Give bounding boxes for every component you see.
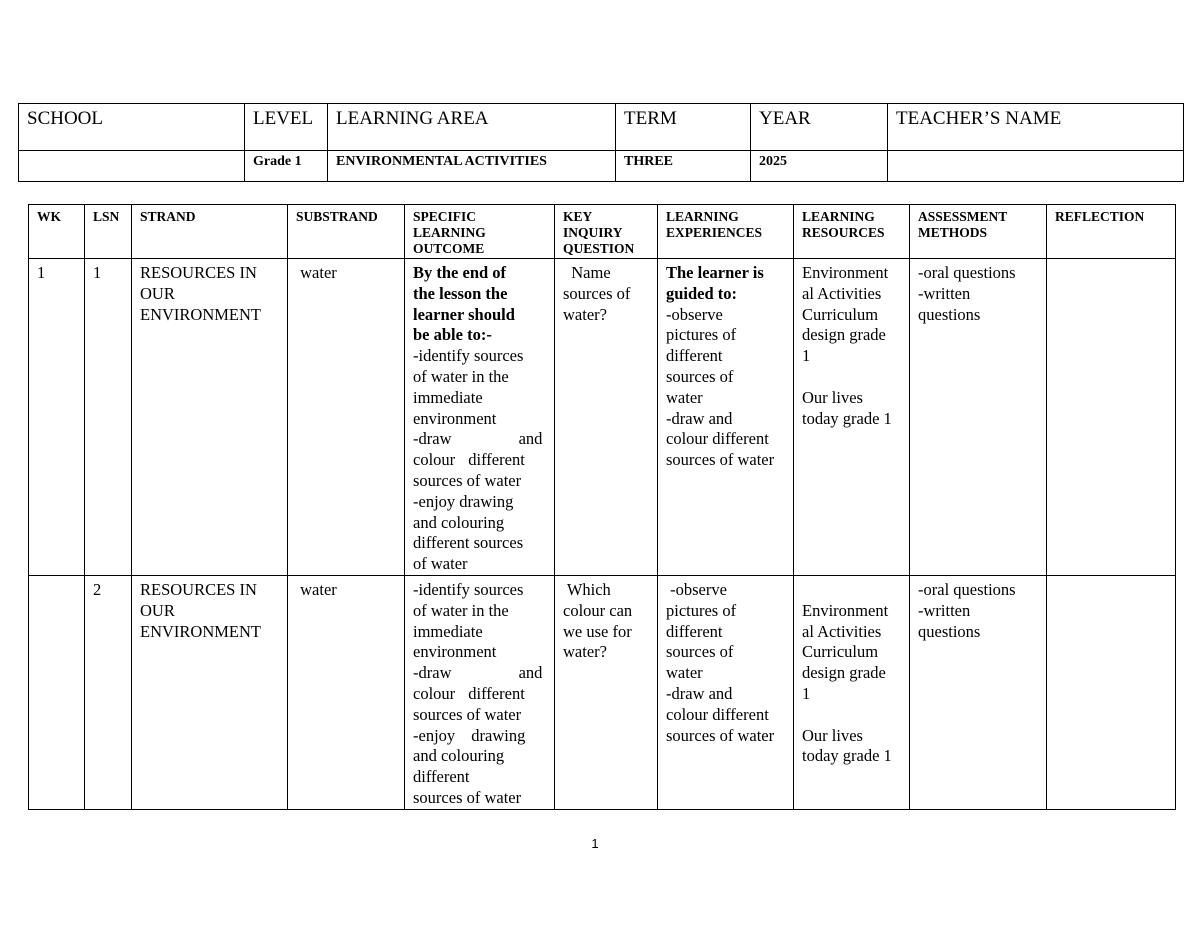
substrand-cell xyxy=(288,575,405,809)
kiq-line: colour can xyxy=(563,600,633,620)
slo-intro-line: be able to:- xyxy=(413,325,492,345)
substrand-text: water xyxy=(296,579,337,599)
col-header-learning-experiences xyxy=(658,205,794,259)
col-header-learning-resources xyxy=(794,205,910,259)
col-header-assessment-methods xyxy=(910,205,1047,259)
le-line: different xyxy=(666,621,723,641)
le-line: water xyxy=(666,663,703,683)
header-line: SPECIFIC xyxy=(413,209,477,224)
header-line: RESOURCES xyxy=(802,225,885,240)
lr-line: today grade 1 xyxy=(802,408,892,428)
slo-line: environment xyxy=(413,642,497,662)
column-headers-row xyxy=(29,205,1176,259)
am-line: -written xyxy=(918,283,971,303)
am-line: -written xyxy=(918,600,971,620)
lsn-cell: 2 xyxy=(85,575,132,809)
learning-resources-cell xyxy=(794,575,910,809)
learning-experiences-cell xyxy=(658,575,794,809)
key-inquiry-question-cell xyxy=(555,575,658,809)
slo-line xyxy=(413,429,546,450)
scheme-of-work-table xyxy=(28,204,1176,810)
le-line: colour different xyxy=(666,704,769,724)
learning-area-label: LEARNING AREA xyxy=(328,104,616,151)
slo-line: sources of water xyxy=(413,470,522,490)
year-label: YEAR xyxy=(751,104,888,151)
header-line: KEY xyxy=(563,209,593,224)
term-value: THREE xyxy=(616,151,751,182)
lr-line: design grade xyxy=(802,325,886,345)
lr-line: Environment xyxy=(802,600,889,620)
le-line: water xyxy=(666,387,703,407)
am-line: questions xyxy=(918,621,981,641)
le-line: sources of xyxy=(666,642,734,662)
table-row xyxy=(29,575,1176,809)
lr-blank-line xyxy=(802,705,901,726)
header-table xyxy=(18,103,1184,182)
header-line: LEARNING xyxy=(413,225,486,240)
strand-cell xyxy=(132,575,288,809)
slo-line: immediate xyxy=(413,621,483,641)
col-header-strand: STRAND xyxy=(132,205,288,259)
specific-learning-outcome-cell xyxy=(405,259,555,576)
am-line: questions xyxy=(918,304,981,324)
slo-line: of water xyxy=(413,554,468,574)
am-line: -oral questions xyxy=(918,263,1016,282)
slo-intro-line: By the end of xyxy=(413,263,507,282)
slo-line: and colouring xyxy=(413,746,505,766)
col-header-wk: WK xyxy=(29,205,85,259)
strand-line: OUR xyxy=(140,600,175,620)
col-header-lsn: LSN xyxy=(85,205,132,259)
slo-line: different sources xyxy=(413,533,524,553)
lr-line: today grade 1 xyxy=(802,746,892,766)
le-line: -observe xyxy=(666,304,723,324)
header-values-row xyxy=(19,151,1184,182)
kiq-line: Name xyxy=(563,263,611,282)
substrand-text: water xyxy=(296,263,337,282)
key-inquiry-question-cell xyxy=(555,259,658,576)
lsn-cell: 1 xyxy=(85,259,132,576)
specific-learning-outcome-cell xyxy=(405,575,555,809)
term-label: TERM xyxy=(616,104,751,151)
header-line: LEARNING xyxy=(802,209,875,224)
le-intro-line: guided to: xyxy=(666,283,738,303)
lr-line: Curriculum xyxy=(802,304,879,324)
slo-line: colour different xyxy=(413,683,525,703)
header-line: OUTCOME xyxy=(413,241,485,256)
school-value xyxy=(19,151,245,182)
le-line: -draw and xyxy=(666,683,733,703)
year-value: 2025 xyxy=(751,151,888,182)
level-label: LEVEL xyxy=(245,104,328,151)
slo-line: -identify sources xyxy=(413,346,524,366)
slo-intro-line: the lesson the xyxy=(413,283,508,303)
learning-area-value: ENVIRONMENTAL ACTIVITIES xyxy=(328,151,616,182)
header-line: INQUIRY xyxy=(563,225,623,240)
kiq-line: we use for xyxy=(563,621,632,641)
slo-line: sources of water xyxy=(413,787,522,807)
substrand-cell xyxy=(288,259,405,576)
le-line: pictures of xyxy=(666,325,737,345)
lr-line: al Activities xyxy=(802,621,882,641)
wk-cell: 1 xyxy=(29,259,85,576)
lr-line: Curriculum xyxy=(802,642,879,662)
col-header-reflection: REFLECTION xyxy=(1047,205,1176,259)
strand-line: RESOURCES IN xyxy=(140,263,257,282)
header-line: LEARNING xyxy=(666,209,739,224)
lr-blank-line xyxy=(802,367,901,388)
assessment-methods-cell xyxy=(910,259,1047,576)
lr-line: 1 xyxy=(802,683,811,703)
reflection-cell xyxy=(1047,575,1176,809)
slo-line: colour different xyxy=(413,450,525,470)
strand-line: ENVIRONMENT xyxy=(140,304,261,324)
le-line: sources of water xyxy=(666,725,775,745)
reflection-cell xyxy=(1047,259,1176,576)
slo-line: of water in the xyxy=(413,366,509,386)
kiq-line: water? xyxy=(563,304,607,324)
slo-line: -identify sources xyxy=(413,579,524,599)
le-line: pictures of xyxy=(666,600,737,620)
lr-line: al Activities xyxy=(802,283,882,303)
col-header-substrand: SUBSTRAND xyxy=(288,205,405,259)
header-line: ASSESSMENT xyxy=(918,209,1008,224)
kiq-line: Which xyxy=(563,579,611,599)
kiq-line: sources of xyxy=(563,283,631,303)
learning-resources-cell xyxy=(794,259,910,576)
slo-line: -enjoy drawing xyxy=(413,491,514,511)
learning-experiences-cell xyxy=(658,259,794,576)
header-line: EXPERIENCES xyxy=(666,225,763,240)
slo-line: immediate xyxy=(413,387,483,407)
table-row xyxy=(29,259,1176,576)
le-line: sources of water xyxy=(666,450,775,470)
header-line: QUESTION xyxy=(563,241,635,256)
lr-line: 1 xyxy=(802,346,811,366)
strand-cell xyxy=(132,259,288,576)
slo-line: environment xyxy=(413,408,497,428)
am-line: -oral questions xyxy=(918,579,1016,599)
slo-line: different xyxy=(413,767,470,787)
lr-line: Our lives xyxy=(802,387,863,407)
assessment-methods-cell xyxy=(910,575,1047,809)
header-labels-row xyxy=(19,104,1184,151)
col-header-key-inquiry-question xyxy=(555,205,658,259)
level-value: Grade 1 xyxy=(245,151,328,182)
slo-line: and colouring xyxy=(413,512,505,532)
lr-line: Environment xyxy=(802,263,889,282)
le-line: -observe xyxy=(666,579,727,599)
slo-line: sources of water xyxy=(413,704,522,724)
le-line: colour different xyxy=(666,429,769,449)
lr-blank-line xyxy=(802,580,901,601)
teacher-name-value xyxy=(888,151,1184,182)
lr-line: Our lives xyxy=(802,725,863,745)
slo-line: of water in the xyxy=(413,600,509,620)
header-line: METHODS xyxy=(918,225,988,240)
wk-cell xyxy=(29,575,85,809)
teacher-name-label: TEACHER’S NAME xyxy=(888,104,1184,151)
page-number: 1 xyxy=(591,836,599,851)
le-line: different xyxy=(666,346,723,366)
le-intro-line: The learner is xyxy=(666,263,764,282)
strand-line: OUR xyxy=(140,283,175,303)
lr-line: design grade xyxy=(802,663,886,683)
slo-intro-line: learner should xyxy=(413,304,515,324)
le-line: -draw and xyxy=(666,408,733,428)
strand-line: RESOURCES IN xyxy=(140,579,257,599)
col-header-specific-learning-outcome xyxy=(405,205,555,259)
le-line: sources of xyxy=(666,366,734,386)
slo-word: -draw and xyxy=(413,429,543,449)
strand-line: ENVIRONMENT xyxy=(140,621,261,641)
kiq-line: water? xyxy=(563,642,607,662)
slo-line: -enjoy drawing xyxy=(413,725,526,745)
school-label: SCHOOL xyxy=(19,104,245,151)
slo-line: -draw and xyxy=(413,663,543,683)
